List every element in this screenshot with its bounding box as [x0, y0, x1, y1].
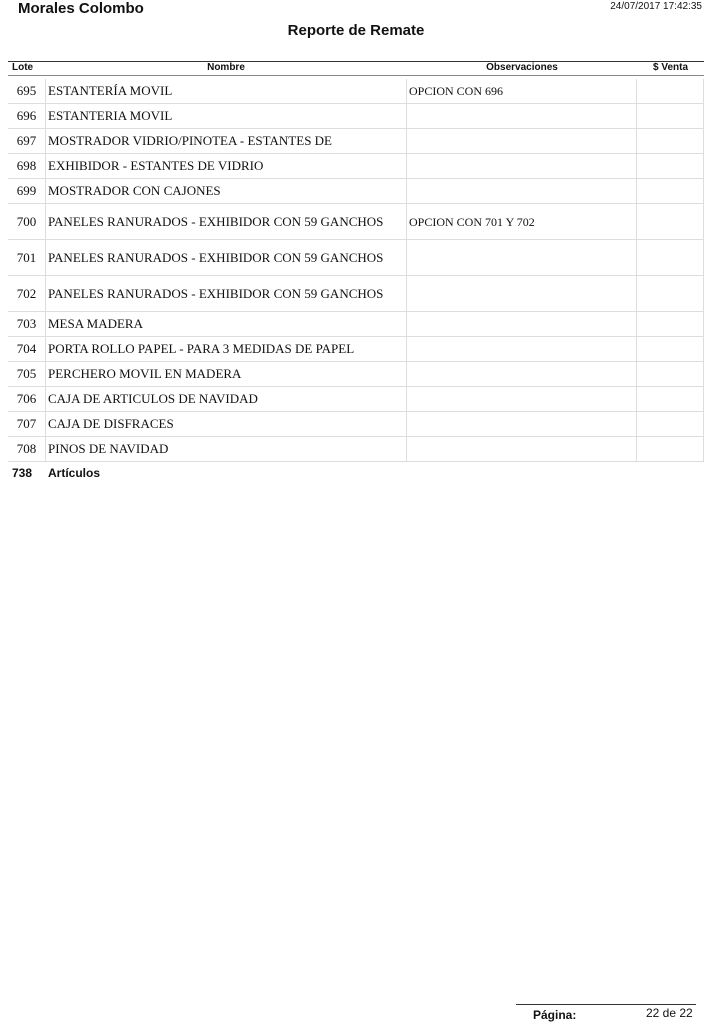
lot-name: MOSTRADOR CON CAJONES [46, 179, 407, 203]
lot-observation [407, 312, 637, 336]
lot-observation: OPCION CON 696 [407, 79, 637, 103]
lot-number: 708 [8, 437, 46, 461]
lot-observation [407, 179, 637, 203]
lot-name: ESTANTERIA MOVIL [46, 104, 407, 128]
total-count: 738 [12, 466, 33, 480]
table-row [8, 179, 704, 204]
company-name: Morales Colombo [18, 0, 144, 17]
lot-number: 695 [8, 79, 46, 103]
header-bottom-rule [8, 75, 704, 76]
table-row [8, 312, 704, 337]
table-row [8, 362, 704, 387]
total-label: Artículos [48, 466, 101, 480]
lot-number: 706 [8, 387, 46, 411]
lot-sale-price [637, 337, 704, 361]
lot-sale-price [637, 412, 704, 436]
lot-name: PINOS DE NAVIDAD [46, 437, 407, 461]
lot-name: ESTANTERÍA MOVIL [46, 79, 407, 103]
lot-observation: OPCION CON 701 Y 702 [407, 204, 637, 239]
lot-observation [407, 362, 637, 386]
lot-sale-price [637, 204, 704, 239]
lot-sale-price [637, 79, 704, 103]
page-label: Página: [533, 1008, 577, 1022]
table-row [8, 337, 704, 362]
report-title: Reporte de Remate [287, 22, 425, 39]
lot-name: PERCHERO MOVIL EN MADERA [46, 362, 407, 386]
lot-number: 697 [8, 129, 46, 153]
column-header-lote: Lote [12, 62, 34, 73]
lot-sale-price [637, 312, 704, 336]
lot-name: PORTA ROLLO PAPEL - PARA 3 MEDIDAS DE PAPEL [46, 337, 407, 361]
lot-name: CAJA DE DISFRACES [46, 412, 407, 436]
report-datetime: 24/07/2017 17:42:35 [610, 1, 702, 12]
lot-number: 700 [8, 204, 46, 239]
lot-number: 703 [8, 312, 46, 336]
lot-observation [407, 337, 637, 361]
lot-name: PANELES RANURADOS - EXHIBIDOR CON 59 GANCHOS [46, 276, 407, 311]
table-row [8, 387, 704, 412]
lot-observation [407, 129, 637, 153]
lot-name: MESA MADERA [46, 312, 407, 336]
lot-observation [407, 276, 637, 311]
lot-number: 704 [8, 337, 46, 361]
table-row [8, 129, 704, 154]
lot-sale-price [637, 362, 704, 386]
table-row [8, 154, 704, 179]
lot-number: 701 [8, 240, 46, 275]
lot-observation [407, 104, 637, 128]
lot-observation [407, 387, 637, 411]
lot-table [8, 79, 704, 462]
lot-number: 698 [8, 154, 46, 178]
lot-sale-price [637, 387, 704, 411]
lot-number: 707 [8, 412, 46, 436]
lot-sale-price [637, 104, 704, 128]
lot-observation [407, 240, 637, 275]
table-row [8, 104, 704, 129]
lot-sale-price [637, 179, 704, 203]
table-row [8, 204, 704, 240]
lot-name: PANELES RANURADOS - EXHIBIDOR CON 59 GANCHOS [46, 204, 407, 239]
lot-number: 702 [8, 276, 46, 311]
lot-name: MOSTRADOR VIDRIO/PINOTEA - ESTANTES DE [46, 129, 407, 153]
lot-sale-price [637, 240, 704, 275]
lot-sale-price [637, 154, 704, 178]
lot-observation [407, 437, 637, 461]
lot-observation [407, 154, 637, 178]
column-header-venta: $ Venta [652, 62, 689, 73]
lot-name: PANELES RANURADOS - EXHIBIDOR CON 59 GANCHOS [46, 240, 407, 275]
table-row [8, 276, 704, 312]
lot-number: 699 [8, 179, 46, 203]
lot-sale-price [637, 276, 704, 311]
footer-rule [516, 1004, 696, 1005]
lot-number: 696 [8, 104, 46, 128]
lot-name: EXHIBIDOR - ESTANTES DE VIDRIO [46, 154, 407, 178]
table-row [8, 437, 704, 462]
column-header-nombre: Nombre [207, 62, 245, 73]
table-row [8, 79, 704, 104]
page-number: 22 de 22 [646, 1006, 693, 1020]
lot-sale-price [637, 437, 704, 461]
lot-sale-price [637, 129, 704, 153]
lot-observation [407, 412, 637, 436]
lot-number: 705 [8, 362, 46, 386]
column-header-observaciones: Observaciones [486, 62, 558, 73]
lot-name: CAJA DE ARTICULOS DE NAVIDAD [46, 387, 407, 411]
table-row [8, 240, 704, 276]
table-row [8, 412, 704, 437]
